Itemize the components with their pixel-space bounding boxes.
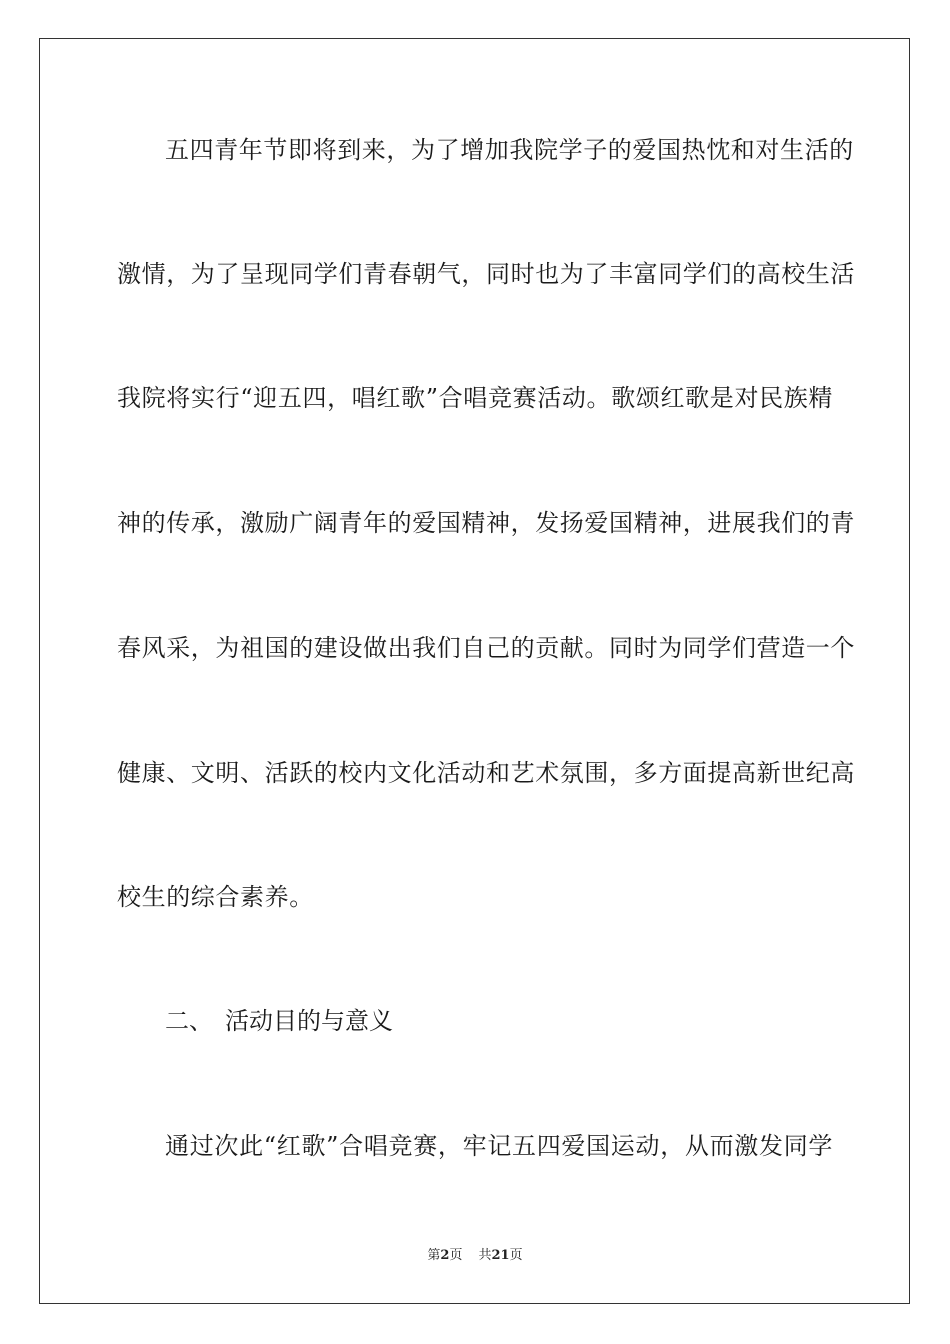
section-heading [165,1006,393,1036]
paragraph-line: 我院将实行“迎五四，唱红歌”合唱竞赛活动。歌颂红歌是对民族精 [117,384,833,412]
section-title: 活动目的与意义 [225,1007,393,1035]
page-border [39,38,910,1304]
page-number: 2 [440,1248,450,1263]
total-suffix: 页 [509,1248,523,1263]
paragraph-line: 激情，为了呈现同学们青春朝气，同时也为了丰富同学们的高校生活 [117,260,855,288]
paragraph-line: 神的传承，激励广阔青年的爱国精神，发扬爱国精神，进展我们的青 [117,509,855,537]
page-footer [0,1247,950,1265]
paragraph-line: 校生的综合素养。 [117,883,314,911]
paragraph-line: 春风采，为祖国的建设做出我们自己的贡献。同时为同学们营造一个 [117,634,855,662]
page-prefix: 第 [427,1248,441,1263]
total-pages: 21 [491,1248,510,1263]
paragraph-line: 五四青年节即将到来，为了增加我院学子的爱国热忱和对生活的 [165,136,854,164]
paragraph-line: 通过次此“红歌”合唱竞赛，牢记五四爱国运动，从而激发同学 [165,1132,833,1160]
total-prefix: 共 [478,1248,492,1263]
section-number: 二、 [165,1007,213,1035]
page-suffix: 页 [449,1248,463,1263]
paragraph-line: 健康、文明、活跃的校内文化活动和艺术氛围，多方面提高新世纪高 [117,759,855,787]
